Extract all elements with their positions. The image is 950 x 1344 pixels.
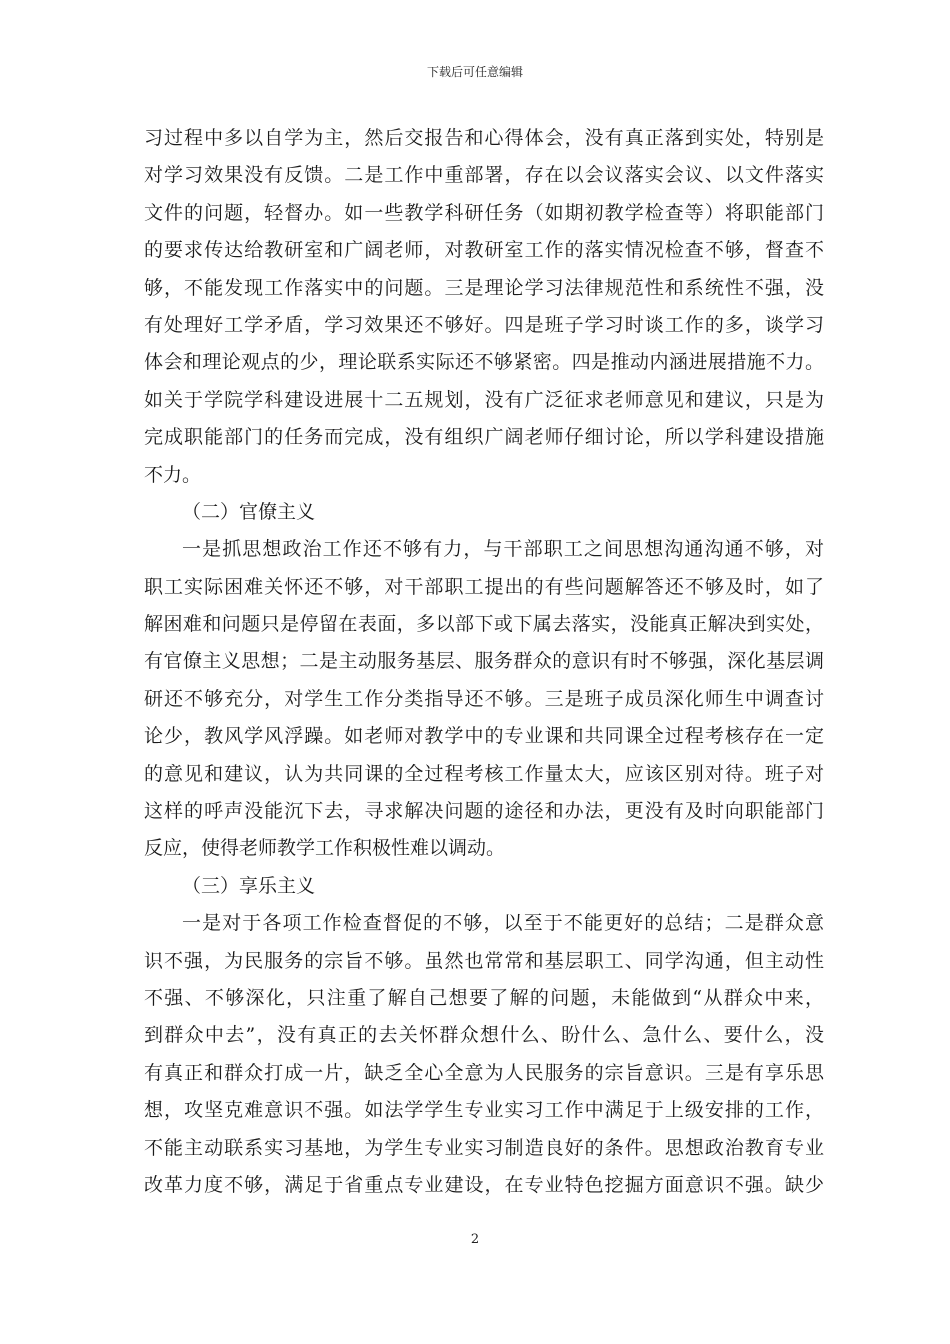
paragraph-line: 文件的问题，轻督办。如一些教学科研任务（如期初教学检查等）将职能部门 [144, 201, 824, 224]
section-heading-bureaucratism: （二）官僚主义 [182, 500, 316, 523]
paragraph-line: 改革力度不够，满足于省重点专业建设，在专业特色挖掘方面意识不强。缺少 [144, 1173, 824, 1196]
paragraph-line: 到群众中去”，没有真正的去关怀群众想什么、盼什么、急什么、要什么，没 [144, 1024, 824, 1047]
paragraph-line: 完成职能部门的任务而完成，没有组织广阔老师仔细讨论，所以学科建设措施 [144, 426, 824, 449]
page-number: 2 [470, 1232, 480, 1247]
paragraph-line: 解困难和问题只是停留在表面，多以部下或下属去落实，没能真正解决到实处， [144, 613, 824, 636]
paragraph-line: 有处理好工学矛盾，学习效果还不够好。四是班子学习时谈工作的多，谈学习 [144, 313, 824, 336]
paragraph-line: 反应，使得老师教学工作积极性难以调动。 [144, 837, 506, 860]
paragraph-line: 一是抓思想政治工作还不够有力，与干部职工之间思想沟通沟通不够，对 [182, 538, 824, 561]
paragraph-line: 论少，教风学风浮躁。如老师对教学中的专业课和共同课全过程考核存在一定 [144, 725, 824, 748]
page-header: 下载后可任意编辑 [426, 65, 523, 79]
paragraph-line: 不力。 [144, 463, 202, 486]
paragraph-line: 识不强，为民服务的宗旨不够。虽然也常常和基层职工、同学沟通，但主动性 [144, 949, 824, 972]
document-body [144, 120, 824, 1204]
paragraph-line: 体会和理论观点的少，理论联系实际还不够紧密。四是推动内涵进展措施不力。 [144, 351, 824, 374]
paragraph-line: 职工实际困难关怀还不够，对干部职工提出的有些问题解答还不够及时，如了 [144, 575, 824, 598]
paragraph-line: 不能主动联系实习基地，为学生专业实习制造良好的条件。思想政治教育专业 [144, 1136, 824, 1159]
paragraph-line: 有真正和群众打成一片，缺乏全心全意为人民服务的宗旨意识。三是有享乐思 [144, 1061, 824, 1084]
paragraph-line: 对学习效果没有反馈。二是工作中重部署，存在以会议落实会议、以文件落实 [144, 164, 824, 187]
paragraph-line: 有官僚主义思想；二是主动服务基层、服务群众的意识有时不够强，深化基层调 [144, 650, 824, 673]
paragraph-line: 习过程中多以自学为主，然后交报告和心得体会，没有真正落到实处，特别是 [144, 127, 824, 149]
paragraph-line: 一是对于各项工作检查督促的不够，以至于不能更好的总结；二是群众意 [182, 912, 824, 935]
paragraph-line: 如关于学院学科建设进展十二五规划，没有广泛征求老师意见和建议，只是为 [144, 388, 824, 411]
paragraph-line: 的要求传达给教研室和广阔老师，对教研室工作的落实情况检查不够，督查不 [144, 239, 824, 262]
paragraph-line: 这样的呼声没能沉下去，寻求解决问题的途径和办法，更没有及时向职能部门 [144, 800, 824, 823]
paragraph-line: 够，不能发现工作落实中的问题。三是理论学习法律规范性和系统性不强，没 [144, 276, 824, 299]
paragraph-line: 的意见和建议，认为共同课的全过程考核工作量太大，应该区别对待。班子对 [144, 762, 824, 785]
paragraph-line: 想，攻坚克难意识不强。如法学学生专业实习工作中满足于上级安排的工作， [144, 1099, 824, 1122]
section-heading-hedonism: （三）享乐主义 [182, 874, 316, 897]
paragraph-line: 不强、不够深化，只注重了解自己想要了解的问题，未能做到“从群众中来， [144, 986, 824, 1009]
paragraph-line: 研还不够充分，对学生工作分类指导还不够。三是班子成员深化师生中调查讨 [144, 687, 824, 710]
